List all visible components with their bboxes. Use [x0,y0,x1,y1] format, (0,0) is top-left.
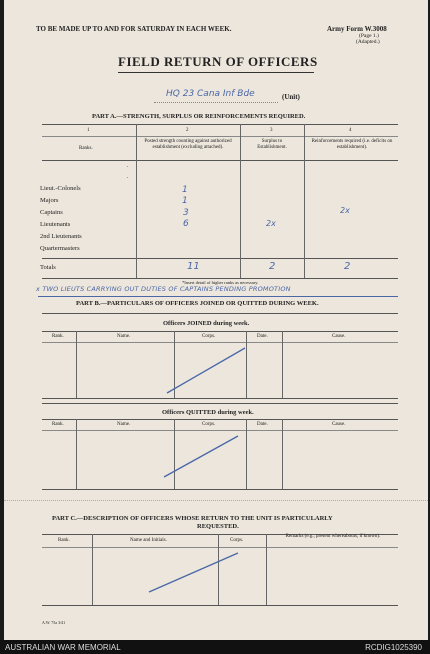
joined-col-corps: Corps. [202,334,216,339]
printer-mark: A.W. 75a 3/41 [42,620,66,625]
part-b-heading: PART B.—PARTICULARS OF OFFICERS JOINED OR QUITTED DURING WEEK. [76,300,319,307]
part-c-col-corps: Corps. [230,538,244,543]
total-posted: 11 [187,261,200,272]
rank-majors: Majors [40,197,59,204]
col-number-3: 3 [270,128,273,133]
joined-col-cause: Cause. [332,334,346,339]
col-number-4: 4 [349,128,352,133]
rank-captains: Captains [40,209,63,216]
rank-2nd-lieutenants: 2nd Lieutenants [40,233,82,240]
col-header-surplus: Surplus to Establishment. [257,139,287,150]
unit-label: (Unit) [282,93,300,101]
quitted-col-name: Name. [117,422,131,427]
footnote: *Insert detail of higher ranks as necessary. [182,280,259,285]
joined-col-rank: Rank. [52,334,64,339]
quitted-col-cause: Cause. [332,422,346,427]
total-reinforcements: 2 [344,261,351,272]
quitted-col-corps: Corps. [202,422,216,427]
part-c-col-rank: Rank. [58,538,70,543]
form-number: Army Form W.3008 [327,25,387,33]
joined-heading: Officers JOINED during week. [163,320,250,327]
part-c-col-remarks: Remarks (e.g., present whereabouts, if known). [285,534,381,539]
quitted-strike-line [164,436,238,477]
quitted-heading: Officers QUITTED during week. [162,409,254,416]
form-page [4,0,428,640]
col-header-ranks: Ranks. [79,146,93,151]
part-c-strike-line [149,553,238,592]
joined-strike-line [167,348,245,393]
rank-lieutenants: Lieutenants [40,221,71,228]
joined-col-name: Name. [117,334,131,339]
part-c-col-name: Name and Initials. [130,538,167,543]
instruction-text: TO BE MADE UP TO AND FOR SATURDAY IN EACH WEEK. [36,25,232,33]
part-c-heading-line2: REQUESTED. [197,523,239,530]
quitted-col-date: Date. [257,422,268,427]
total-surplus: 2 [269,261,276,272]
unit-handwritten: HQ 23 Cana Inf Bde [166,89,255,99]
rank-quartermasters: Quartermasters [40,245,80,252]
handwritten-remark: x TWO LIEUTS CARRYING OUT DUTIES OF CAPTAINS PENDING PROMOTION [36,285,291,293]
form-title: FIELD RETURN OF OFFICERS [118,54,318,69]
col-header-reinforcements: Reinforcements required (i.e. deficits on establishment). [311,139,393,150]
reinforcements-captains: 2x [340,206,350,215]
rank-lieut-colonels: Lieut.-Colonels [40,185,81,192]
col-number-1: 1 [87,128,90,133]
posted-captains: 3 [183,208,189,218]
part-c-heading-line1: PART C.—DESCRIPTION OF OFFICERS WHOSE RETURN TO THE UNIT IS PARTICULARLY [52,515,333,522]
posted-lieutenants: 6 [183,219,189,229]
adapted-note: (Adapted.) [356,39,380,45]
col-number-2: 2 [186,128,189,133]
quitted-col-rank: Rank. [52,422,64,427]
archive-footer [0,640,430,654]
dot-mark: . [127,174,129,180]
dot-mark: . [127,163,129,169]
posted-majors: 1 [182,196,188,206]
totals-label: Totals [40,264,56,271]
footer-left: AUSTRALIAN WAR MEMORIAL [5,643,121,652]
joined-col-date: Date. [257,334,268,339]
surplus-lieutenants: 2x [266,219,276,228]
col-header-posted: Posted strength counting against authorized establishment (excluding attached). [144,139,232,150]
page-number: (Page 1.) [359,33,379,39]
footer-right: RCDIG1025390 [365,643,422,652]
pen-strokes [4,0,428,640]
part-a-heading: PART A.—STRENGTH, SURPLUS OR REINFORCEMENTS REQUIRED. [92,113,306,120]
posted-lieut-colonels: 1 [182,185,188,195]
